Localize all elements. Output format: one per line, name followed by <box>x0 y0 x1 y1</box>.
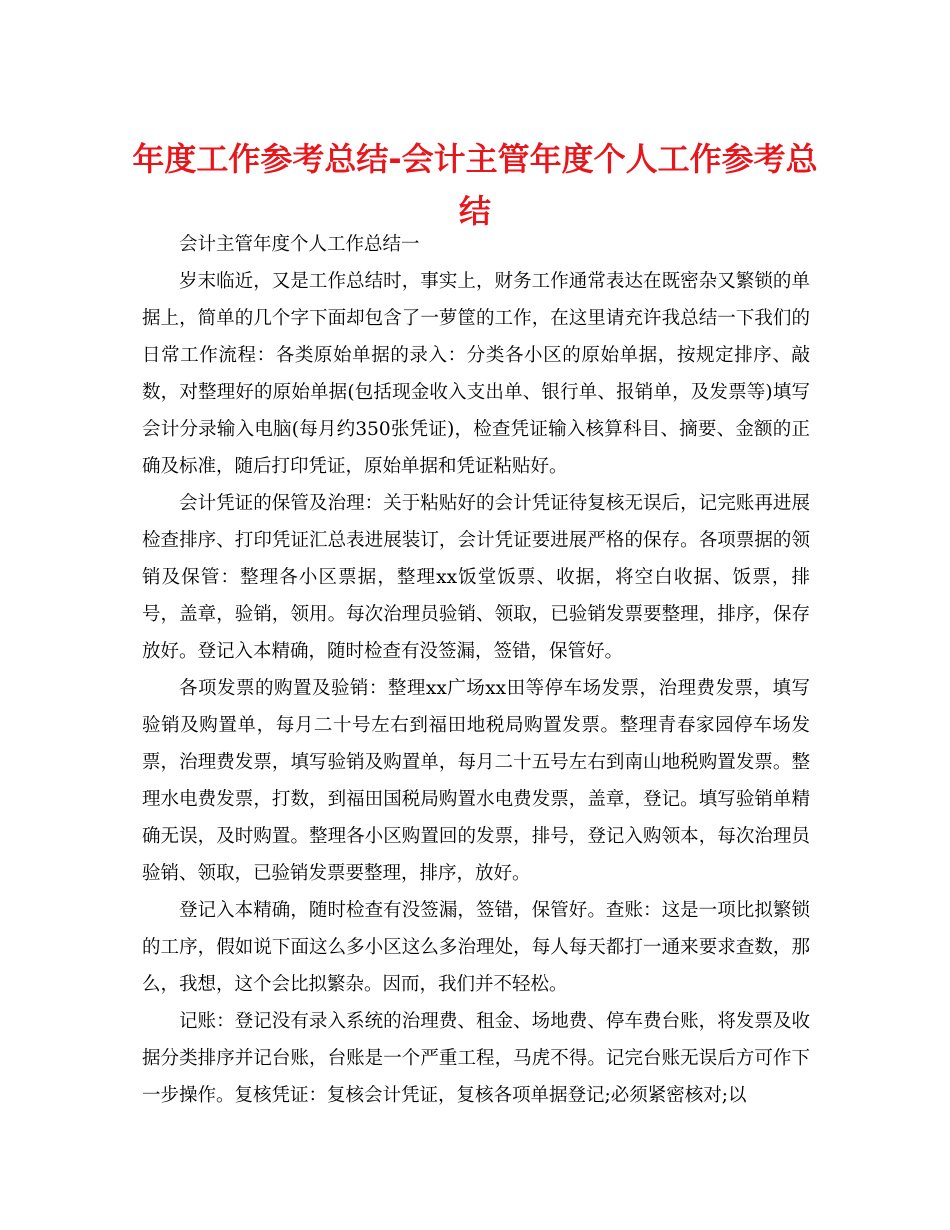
document-body <box>142 226 810 1114</box>
paragraph: 记账：登记没有录入系统的治理费、租金、场地费、停车费台账，将发票及收据分类排序并记台账，台账是一个严重工程，马虎不得。记完台账无误后方可作下一步操作。复核凭证：复核会计凭证，复核各项单据登记;必须紧密核对;以 <box>142 1011 810 1106</box>
paragraph: 登记入本精确，随时检查有没签漏，签错，保管好。查账：这是一项比拟繁锁的工序，假如说下面这么多小区这么多治理处，每人每天都打一通来要求查数，那么，我想，这个会比拟繁杂。因而，我们并不轻松。 <box>142 900 810 995</box>
document-title: 年度工作参考总结-会计主管年度个人工作参考总结 <box>132 140 818 230</box>
paragraph: 各项发票的购置及验销：整理xx广场xx田等停车场发票，治理费发票，填写验销及购置单，每月二十号左右到福田地税局购置发票。整理青春家园停车场发票，治理费发票，填写验销及购置单，每月二十五号左右到南山地税购置发票。整理水电费发票，打数，到福田国税局购置水电费发票，盖章，登记。填写验销单精确无误，及时购置。整理各小区购置回的发票，排号，登记入购领本，每次治理员验销、领取，已验销发票要整理，排序，放好。 <box>142 678 810 884</box>
paragraph: 岁末临近，又是工作总结时，事实上，财务工作通常表达在既密杂又繁锁的单据上，简单的几个字下面却包含了一萝筐的工作，在这里请充许我总结一下我们的日常工作流程：各类原始单据的录入：分类各小区的原始单据，按规定排序、敲数，对整理好的原始单据(包括现金收入支出单、银行单、报销单，及发票等)填写会计分录输入电脑(每月约350张凭证)，检查凭证输入核算科目、摘要、金额的正确及标准，随后打印凭证，原始单据和凭证粘贴好。 <box>142 271 810 477</box>
paragraph-subtitle: 会计主管年度个人工作总结一 <box>179 234 420 255</box>
paragraph: 会计凭证的保管及治理：关于粘贴好的会计凭证待复核无误后，记完账再进展检查排序、打印凭证汇总表进展装订，会计凭证要进展严格的保存。各项票据的领销及保管：整理各小区票据，整理xx饭堂饭票、收据，将空白收据、饭票，排号，盖章，验销，领用。每次治理员验销、领取，已验销发票要整理，排序，保存放好。登记入本精确，随时检查有没签漏，签错，保管好。 <box>142 493 810 662</box>
